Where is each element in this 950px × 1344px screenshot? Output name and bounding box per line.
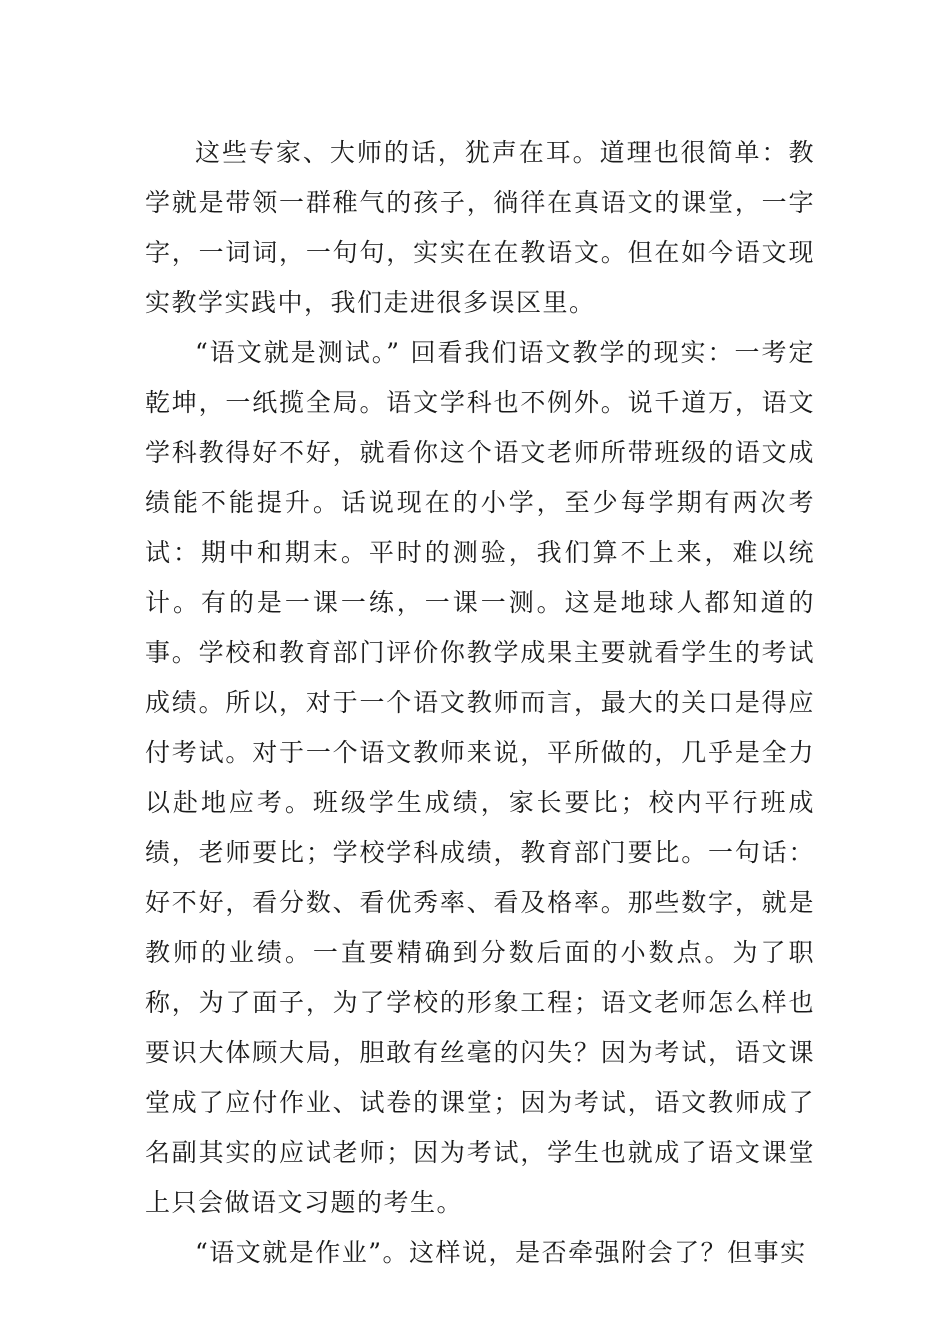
paragraph-chinese-is-homework: “语文就是作业”。这样说，是否牵强附会了？但事实 — [195, 1238, 807, 1267]
paragraph-experts: 这些专家、大师的话，犹声在耳。道理也很简单：教学就是带领一群稚气的孩子，徜徉在真语文的课堂，一字字，一词词，一句句，实实在在教语文。但在如今语文现实教学实践中，我们走进很多误区里。 — [145, 138, 815, 317]
document-body — [145, 128, 815, 1278]
paragraph-chinese-is-testing: “语文就是测试。” 回看我们语文教学的现实：一考定乾坤，一纸揽全局。语文学科也不例外。说千道万，语文学科教得好不好，就看你这个语文老师所带班级的语文成绩能不能提升。话说现在的小学，至少每学期有两次考试：期中和期末。平时的测验，我们算不上来，难以统计。有的是一课一练，一课一测。这是地球人都知道的事。学校和教育部门评价你教学成果主要就看学生的考试成绩。所以，对于一个语文教师而言，最大的关口是得应付考试。对于一个语文教师来说，平所做的，几乎是全力以赴地应考。班级学生成绩，家长要比；校内平行班成绩，老师要比；学校学科成绩，教育部门要比。一句话：好不好，看分数、看优秀率、看及格率。那些数字，就是教师的业绩。一直要精确到分数后面的小数点。为了职称，为了面子，为了学校的形象工程；语文老师怎么样也要识大体顾大局，胆敢有丝毫的闪失？因为考试，语文课堂成了应付作业、试卷的课堂；因为考试，语文教师成了名副其实的应试老师；因为考试，学生也就成了语文课堂上只会做语文习题的考生。 — [145, 338, 815, 1217]
